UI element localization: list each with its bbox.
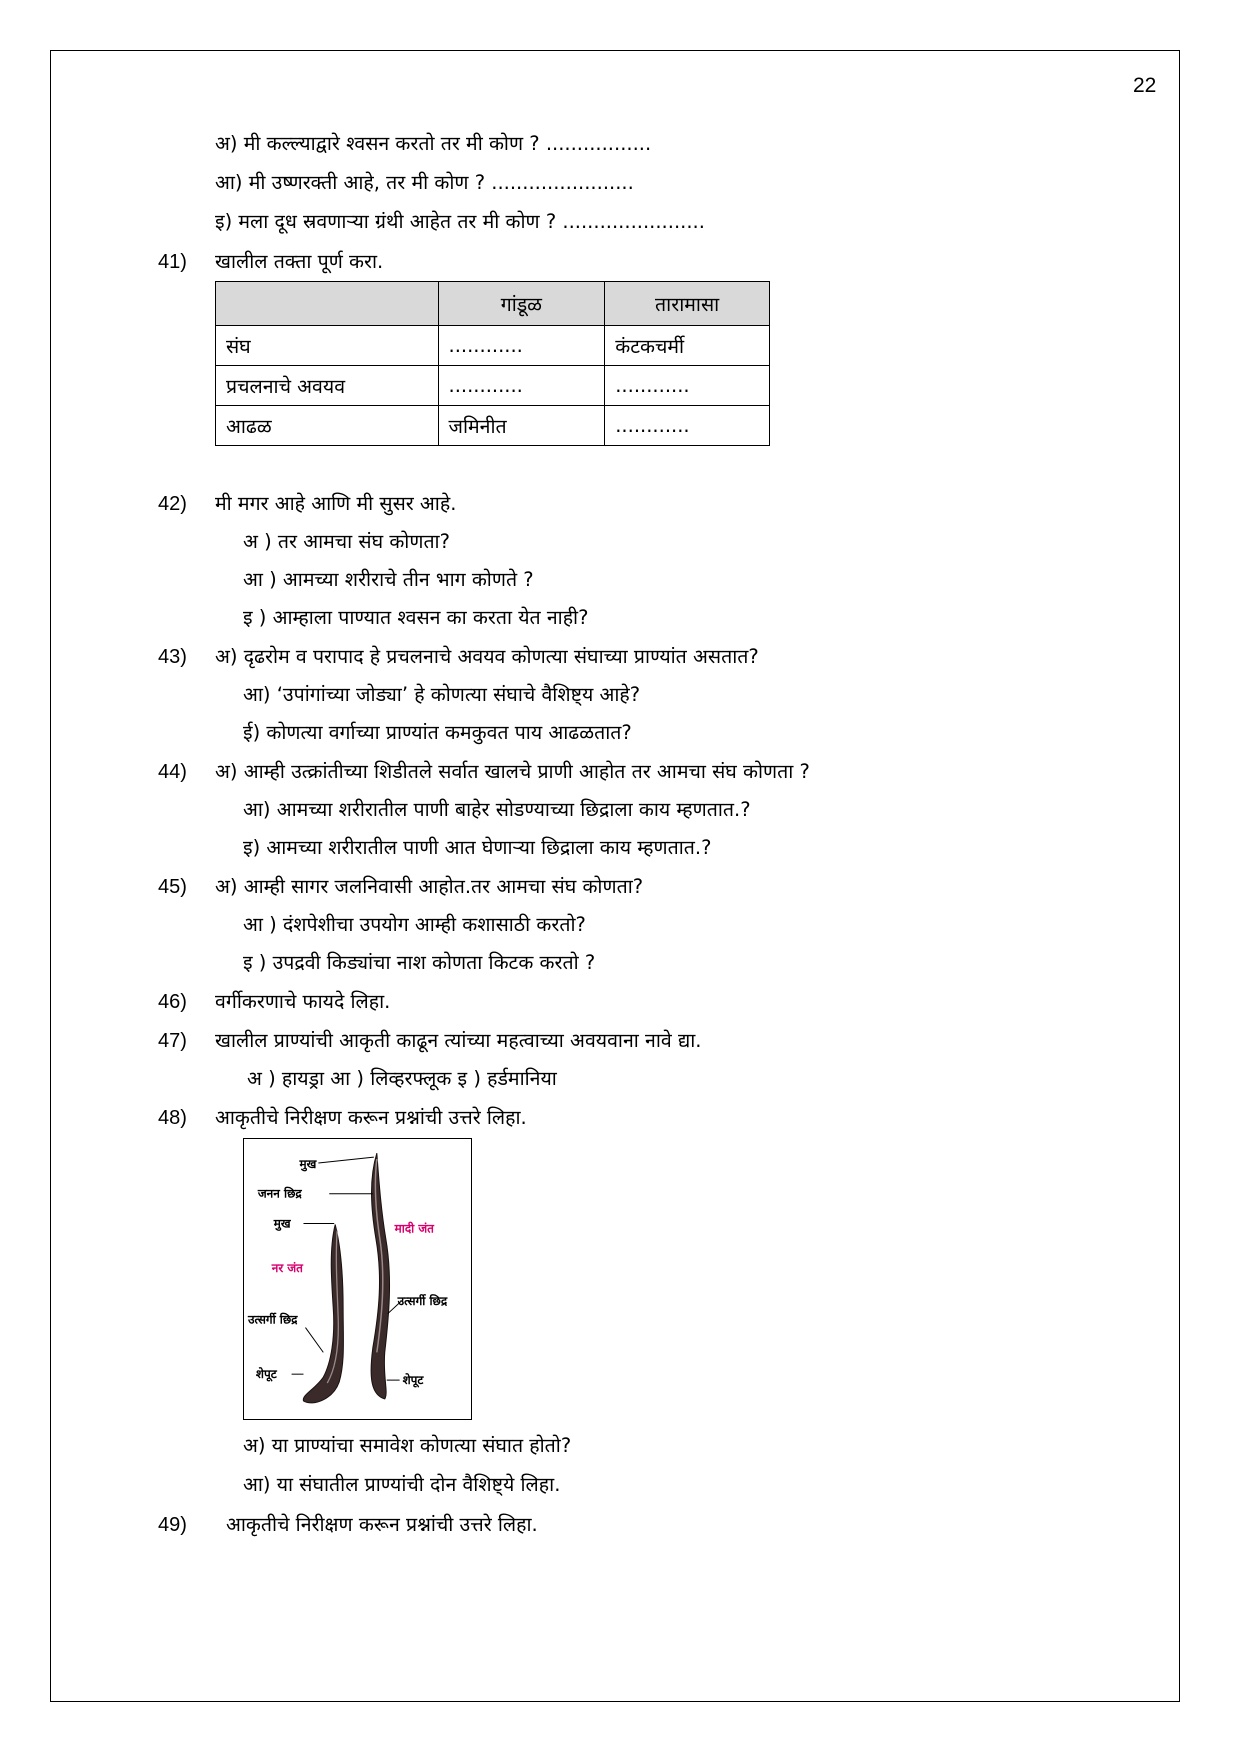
table-cell: संघ: [216, 326, 439, 366]
table-row: [216, 406, 770, 446]
table-header-row: [216, 282, 770, 326]
question-number: 48): [158, 1107, 187, 1129]
table-header: गांडूळ: [438, 282, 605, 326]
sub-question: आ) आमच्या शरीरातील पाणी बाहेर सोडण्याच्या छिद्राला काय म्हणतात.?: [243, 798, 751, 821]
sub-question: अ ) हायड्रा आ ) लिव्हरफ्लूक इ ) हर्डमानिया: [247, 1067, 557, 1090]
sub-question: अ ) तर आमचा संघ कोणता?: [243, 530, 450, 553]
intro-item: इ) मला दूध स्रवणाऱ्या ग्रंथी आहेत तर मी कोण ? .......................: [215, 210, 705, 233]
question-text: खालील प्राण्यांची आकृती काढून त्यांच्या महत्वाच्या अवयवाना नावे द्या.: [215, 1029, 702, 1052]
page-number: 22: [1133, 74, 1157, 97]
label-excretory-right: उत्सर्गी छिद्र: [397, 1293, 448, 1308]
sub-question: इ ) आम्हाला पाण्यात श्वसन का करता येत नाही?: [243, 606, 589, 629]
sub-question: इ) आमच्या शरीरातील पाणी आत घेणाऱ्या छिद्राला काय म्हणतात.?: [243, 836, 712, 859]
question-text: वर्गीकरणाचे फायदे लिहा.: [215, 990, 391, 1013]
sub-question: इ ) उपद्रवी किड्यांचा नाश कोणता किटक करतो ?: [243, 951, 596, 974]
sub-question: आ) ‘उपांगांच्या जोड्या’ हे कोणत्या संघाचे वैशिष्ट्य आहे?: [243, 683, 641, 706]
sub-question: आ ) आमच्या शरीराचे तीन भाग कोणते ?: [243, 568, 534, 591]
label-tail-right: शेपूट: [402, 1373, 424, 1388]
question-text: अ) आम्ही सागर जलनिवासी आहोत.तर आमचा संघ कोणता?: [215, 875, 644, 898]
table-cell: आढळ: [216, 406, 439, 446]
label-excretory-left: उत्सर्गी छिद्र: [247, 1312, 298, 1327]
table-cell: ............: [438, 366, 605, 406]
sub-question: ई) कोणत्या वर्गाच्या प्राण्यांत कमकुवत पाय आढळतात?: [243, 721, 632, 744]
sub-question: आ ) दंशपेशीचा उपयोग आम्ही कशासाठी करतो?: [243, 913, 586, 936]
roundworm-diagram: [244, 1139, 471, 1419]
intro-item: आ) मी उष्णरक्ती आहे, तर मी कोण ? .......................: [215, 171, 634, 194]
question-number: 47): [158, 1030, 187, 1052]
question-number: 45): [158, 876, 187, 898]
roundworm-figure: [243, 1138, 472, 1420]
table-cell: ............: [605, 366, 770, 406]
female-worm-body: [371, 1153, 389, 1399]
question-number: 42): [158, 493, 187, 515]
label-tail-left: शेपूट: [255, 1367, 277, 1382]
question-text: अ) आम्ही उत्क्रांतीच्या शिडीतले सर्वात खालचे प्राणी आहोत तर आमचा संघ कोणता ?: [215, 760, 810, 783]
sub-question: आ) या संघातील प्राण्यांची दोन वैशिष्ट्ये लिहा.: [243, 1473, 561, 1496]
table-cell: ............: [438, 326, 605, 366]
question-number: 43): [158, 646, 187, 668]
label-genital-pore: जनन छिद्र: [257, 1186, 302, 1201]
question-text: अ) दृढरोम व परापाद हे प्रचलनाचे अवयव कोणत्या संघाच्या प्राण्यांत असतात?: [215, 645, 759, 668]
question-text: मी मगर आहे आणि मी सुसर आहे.: [215, 492, 457, 515]
label-female-worm: मादी जंत: [394, 1221, 434, 1236]
table-cell: प्रचलनाचे अवयव: [216, 366, 439, 406]
question-number: 44): [158, 761, 187, 783]
label-mouth-male: मुख: [273, 1216, 291, 1231]
table-cell: कंटकचर्मी: [605, 326, 770, 366]
intro-item: अ) मी कल्ल्याद्वारे श्वसन करतो तर मी कोण ? .................: [215, 132, 652, 155]
label-mouth-top: मुख: [299, 1156, 317, 1171]
table-header: [216, 282, 439, 326]
question-number: 49): [158, 1514, 187, 1536]
table-header: तारामासा: [605, 282, 770, 326]
table-row: [216, 366, 770, 406]
question-text: आकृतीचे निरीक्षण करून प्रश्नांची उत्तरे लिहा.: [215, 1106, 527, 1129]
question-text: खालील तक्ता पूर्ण करा.: [215, 250, 384, 273]
table-cell: ............: [605, 406, 770, 446]
table-row: [216, 326, 770, 366]
question-number: 41): [158, 251, 187, 273]
question-text: आकृतीचे निरीक्षण करून प्रश्नांची उत्तरे लिहा.: [226, 1513, 538, 1536]
fill-table: [215, 281, 770, 446]
label-male-worm: नर जंत: [271, 1261, 303, 1276]
question-number: 46): [158, 991, 187, 1013]
table-cell: जमिनीत: [438, 406, 605, 446]
sub-question: अ) या प्राण्यांचा समावेश कोणत्या संघात होतो?: [243, 1434, 572, 1457]
